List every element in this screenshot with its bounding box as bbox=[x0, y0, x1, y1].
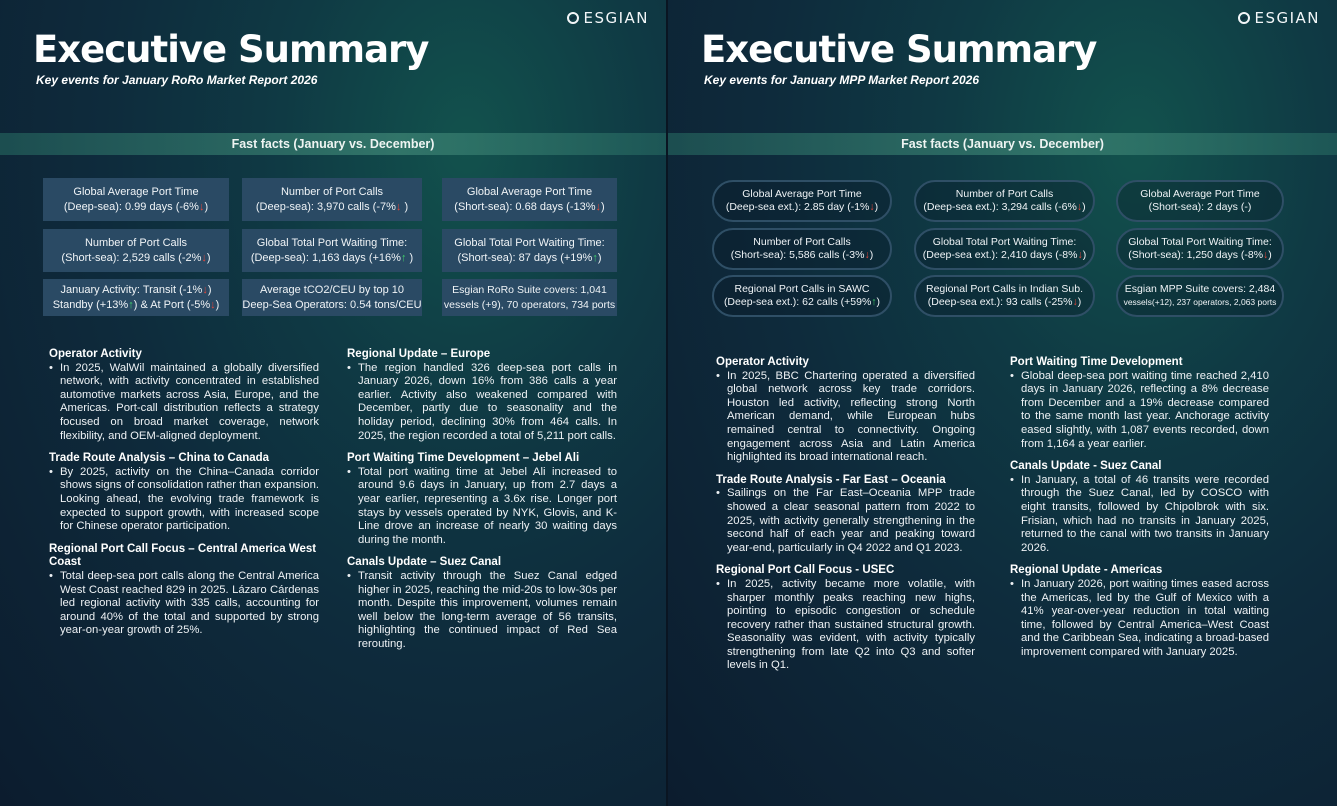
fact-text: Number of Port Calls bbox=[84, 236, 188, 249]
fact-card bbox=[242, 178, 422, 221]
fact-text: ) bbox=[401, 200, 409, 213]
fact-text: vessels(+12), 237 operators, 2,063 ports bbox=[1123, 297, 1277, 307]
fact-text: Global Total Port Waiting Time: bbox=[256, 236, 408, 249]
section-body: By 2025, activity on the China–Canada corridor shows signs of consolidation rather than expansion. Looking ahead, the evolving trade framework is expected to support growth, with increased scope for Chinese operator participation. bbox=[60, 465, 319, 533]
bullet-icon: • bbox=[347, 361, 351, 374]
section-body: In 2025, BBC Chartering operated a diversified global network across key trade corridors. Houston led activity, reflecting strong North American demand, while European hubs remained central to connectivity. Ongoing engagement across Asia and Latin America highlighted its broad international reach. bbox=[727, 369, 975, 464]
summary-section bbox=[347, 452, 617, 547]
section-heading: Regional Port Call Focus – Central America West Coast bbox=[49, 542, 317, 569]
arrow-down-icon: ↓ bbox=[395, 200, 402, 213]
section-heading: Canals Update – Suez Canal bbox=[347, 556, 502, 569]
bullet-icon: • bbox=[347, 569, 351, 582]
page-title: Executive Summary bbox=[33, 28, 429, 71]
arrow-down-icon: ↓ bbox=[869, 201, 875, 213]
esgian-logo-icon bbox=[567, 12, 579, 24]
fact-text: Esgian RoRo Suite covers: 1,041 bbox=[452, 283, 607, 296]
fact-text: Regional Port Calls in Indian Sub. bbox=[925, 283, 1083, 295]
fact-pill bbox=[712, 228, 892, 270]
fact-pill bbox=[712, 180, 892, 222]
fact-text: ) bbox=[1082, 249, 1087, 261]
fact-text: (Short-sea): 5,586 calls (-3% bbox=[730, 249, 865, 261]
arrow-up-icon: ↑ bbox=[400, 251, 407, 264]
summary-section bbox=[347, 556, 617, 651]
fact-text: Global Average Port Time bbox=[1140, 188, 1260, 200]
fact-text: Global Average Port Time bbox=[466, 185, 593, 198]
page-subtitle: Key events for January MPP Market Report 2026 bbox=[704, 73, 979, 87]
bullet-icon: • bbox=[49, 361, 53, 374]
brand-name: ESGIAN bbox=[1254, 9, 1320, 27]
fact-pill bbox=[712, 275, 892, 317]
section-heading: Trade Route Analysis - Far East – Oceania bbox=[716, 473, 946, 486]
summary-section bbox=[716, 474, 975, 556]
fact-text: ) bbox=[876, 296, 881, 308]
fact-text: ) bbox=[215, 298, 220, 311]
fact-text: (Deep-sea ext.): 3,294 calls (-6% bbox=[923, 201, 1077, 213]
summary-section bbox=[1010, 356, 1269, 451]
esgian-logo bbox=[567, 9, 649, 27]
fact-text: Number of Port Calls bbox=[753, 236, 851, 248]
fact-pill bbox=[1116, 228, 1284, 270]
summary-section bbox=[1010, 564, 1269, 659]
fact-text: January Activity: Transit (-1% bbox=[60, 283, 203, 296]
arrow-down-icon: ↓ bbox=[202, 283, 208, 296]
bullet-icon: • bbox=[716, 369, 720, 382]
fast-facts-header: Fast facts (January vs. December) bbox=[0, 133, 666, 155]
fact-text: (Short-sea): 87 days (+19% bbox=[457, 251, 593, 264]
fact-text: Global Total Port Waiting Time: bbox=[932, 236, 1077, 248]
summary-section bbox=[1010, 460, 1269, 555]
section-heading: Trade Route Analysis – China to Canada bbox=[49, 452, 270, 465]
arrow-down-icon: ↓ bbox=[201, 251, 207, 264]
fact-text: (Deep-sea): 3,970 calls (-7% bbox=[255, 200, 396, 213]
summary-section bbox=[49, 543, 319, 638]
arrow-down-icon: ↓ bbox=[864, 249, 870, 261]
fact-text: Average tCO2/CEU by top 10 bbox=[259, 283, 405, 296]
fact-text: ) bbox=[874, 201, 879, 213]
fact-card bbox=[43, 178, 229, 221]
arrow-up-icon: ↑ bbox=[128, 298, 134, 311]
fact-card bbox=[242, 279, 422, 316]
section-heading: Regional Update – Europe bbox=[347, 348, 491, 360]
fact-pill bbox=[914, 275, 1095, 317]
bullet-icon: • bbox=[716, 577, 720, 590]
fact-text: (Short-sea): 1,250 days (-8% bbox=[1128, 249, 1264, 261]
section-body: Sailings on the Far East–Oceania MPP trade showed a clear seasonal pattern from 2022 to 2025, with activity generally strengthening in the second half of each year and peaking toward year-end, particularly in Q4 2022 and Q1 2023. bbox=[727, 487, 975, 554]
fact-text: (Short-sea): 2 days (-) bbox=[1148, 201, 1252, 213]
fact-text: (Deep-sea ext.): 2.85 day (-1% bbox=[725, 201, 870, 213]
fact-text: Global Average Port Time bbox=[742, 188, 862, 200]
fact-text: ) bbox=[406, 251, 414, 264]
section-body: In 2025, WalWil maintained a globally diversified network, with activity concentrated in established automotive markets across Asia, Europe, and the Americas. Port-call distribution reflects a strategy focused on broad market coverage, network flexibility, and OEM-aligned deployment. bbox=[60, 361, 319, 442]
bullet-icon: • bbox=[49, 465, 53, 478]
roro-summary-panel bbox=[0, 0, 666, 806]
fact-pill bbox=[914, 180, 1095, 222]
page-subtitle: Key events for January RoRo Market Report 2026 bbox=[36, 73, 318, 87]
arrow-down-icon: ↓ bbox=[210, 298, 216, 311]
summary-section bbox=[49, 452, 319, 534]
fact-text: Number of Port Calls bbox=[280, 185, 384, 198]
bullet-icon: • bbox=[1010, 369, 1014, 382]
summary-section bbox=[347, 348, 617, 443]
page-title: Executive Summary bbox=[701, 28, 1097, 71]
section-heading: Operator Activity bbox=[716, 356, 809, 368]
section-body: Total port waiting time at Jebel Ali increased to around 9.6 days in January, up from 2.7 days a year earlier, representing a 3.6x rise. Longer port stays by vessels operated by NYK, Glovis, and K-Line drove an increase of nearly 30 waiting days during the month. bbox=[358, 465, 617, 546]
fact-text: ) bbox=[207, 283, 212, 296]
fact-text: Number of Port Calls bbox=[955, 188, 1054, 200]
bullet-icon: • bbox=[1010, 473, 1014, 486]
section-body: Global deep-sea port waiting time reached 2,410 days in January 2026, reflecting a 8% decrease from December and a 19% decrease compared to the same month last year. Anchorage activity eased slightly, with 1,087 events recorded, down from 1,164 a year earlier. bbox=[1021, 369, 1269, 450]
brand-name: ESGIAN bbox=[583, 9, 649, 27]
fact-pill bbox=[1116, 275, 1284, 317]
arrow-down-icon: ↓ bbox=[1076, 201, 1083, 213]
fact-text: ) bbox=[1268, 249, 1272, 261]
fact-text: Standby (+13% bbox=[52, 298, 129, 311]
bullet-icon: • bbox=[716, 487, 720, 500]
fact-pill bbox=[914, 228, 1095, 270]
section-body: Transit activity through the Suez Canal edged higher in 2025, reaching the mid-20s to low-30s per month. Despite this improvement, volumes remain well below the long-term average of 56 transits, highlighting the continued impact of Red Sea rerouting. bbox=[358, 569, 617, 650]
fact-text: ) bbox=[206, 251, 211, 264]
section-body: Total deep-sea port calls along the Central America West Coast reached 829 in 2025. Lázaro Cárdenas led regional activity with 335 calls, accounting for around 40% of the total and supported by strong year-on-year growth of 25%. bbox=[60, 569, 319, 637]
bullet-icon: • bbox=[347, 465, 351, 478]
fact-text: ) bbox=[601, 200, 605, 213]
arrow-down-icon: ↓ bbox=[198, 200, 205, 213]
fact-text: Deep-Sea Operators: 0.54 tons/CEU bbox=[242, 298, 422, 311]
section-body: In 2025, activity became more volatile, with sharper monthly peaks reaching new highs, pointing to episodic congestion or schedule recovery rather than sustained structural growth. Seasonality was evident, with activity typically strengthening from late Q2 into Q3 and softer levels in Q1. bbox=[727, 577, 975, 672]
mpp-summary-panel bbox=[668, 0, 1337, 806]
fact-text: ) bbox=[1082, 201, 1086, 213]
fact-card bbox=[442, 178, 617, 221]
fact-text: ) bbox=[597, 251, 602, 264]
summary-section bbox=[49, 348, 319, 443]
arrow-down-icon: ↓ bbox=[1263, 249, 1269, 261]
fact-text: (Deep-sea): 0.99 days (-6% bbox=[63, 200, 199, 213]
fact-text: (Deep-sea ext.): 2,410 days (-8% bbox=[922, 249, 1078, 261]
text-column-1 bbox=[716, 356, 975, 682]
section-heading: Regional Update - Americas bbox=[1010, 564, 1163, 577]
text-column-2 bbox=[1010, 356, 1269, 668]
bullet-icon: • bbox=[49, 569, 53, 582]
fact-text: Global Total Port Waiting Time: bbox=[1128, 236, 1272, 248]
fact-text: ) & At Port (-5% bbox=[133, 298, 211, 311]
fact-text: Regional Port Calls in SAWC bbox=[734, 283, 870, 295]
fact-card bbox=[43, 229, 229, 272]
section-heading: Operator Activity bbox=[49, 348, 142, 360]
bullet-icon: • bbox=[1010, 577, 1014, 590]
fact-text: Global Total Port Waiting Time: bbox=[454, 236, 605, 249]
fact-text: ) bbox=[869, 249, 874, 261]
fact-text: (Short-sea): 0.68 days (-13% bbox=[454, 200, 596, 213]
fact-card bbox=[43, 279, 229, 316]
arrow-down-icon: ↓ bbox=[1072, 296, 1078, 308]
summary-section bbox=[716, 356, 975, 465]
section-heading: Port Waiting Time Development – Jebel Ali bbox=[347, 452, 580, 465]
fact-text: ) bbox=[1077, 296, 1082, 308]
fact-text: ) bbox=[204, 200, 209, 213]
fact-card bbox=[442, 279, 617, 316]
text-column-2 bbox=[347, 348, 617, 660]
fact-text: Esgian MPP Suite covers: 2,484 bbox=[1124, 283, 1276, 295]
text-column-1 bbox=[49, 348, 319, 647]
esgian-logo bbox=[1238, 9, 1320, 27]
fact-text: Global Average Port Time bbox=[73, 185, 199, 198]
esgian-logo-icon bbox=[1238, 12, 1250, 24]
arrow-up-icon: ↑ bbox=[871, 296, 877, 308]
section-body: The region handled 326 deep-sea port calls in January 2026, down 16% from 386 calls a year earlier. Activity also weakened compared with December, partly due to seasonality and the holiday period, declining 30% from 464 calls. In 2025, the region recorded a total of 5,211 port calls. bbox=[358, 361, 617, 442]
fact-pill bbox=[1116, 180, 1284, 222]
arrow-up-icon: ↑ bbox=[592, 251, 598, 264]
summary-section bbox=[716, 564, 975, 673]
fact-text: (Deep-sea ext.): 93 calls (-25% bbox=[927, 296, 1073, 308]
fact-text: vessels (+9), 70 operators, 734 ports bbox=[443, 298, 616, 311]
arrow-down-icon: ↓ bbox=[1077, 249, 1083, 261]
fact-text: (Deep-sea ext.): 62 calls (+59% bbox=[723, 296, 872, 308]
fact-card bbox=[242, 229, 422, 272]
fact-text: (Short-sea): 2,529 calls (-2% bbox=[61, 251, 202, 264]
section-heading: Regional Port Call Focus - USEC bbox=[716, 564, 895, 577]
section-body: In January 2026, port waiting times eased across the Americas, led by the Gulf of Mexico with a 41% year-over-year reduction in total waiting time, followed by Central America–West Coast and the Caribbean Sea, indicating a broad-based improvement compared with January 2025. bbox=[1021, 577, 1269, 658]
section-heading: Port Waiting Time Development bbox=[1010, 356, 1183, 368]
arrow-down-icon: ↓ bbox=[595, 200, 602, 213]
fast-facts-header: Fast facts (January vs. December) bbox=[668, 133, 1337, 155]
fact-card bbox=[442, 229, 617, 272]
section-body: In January, a total of 46 transits were recorded through the Suez Canal, led by COSCO with eight transits, followed by Chipolbrok with six. Frisian, which had no transits in January 2025, returned to the canal with two transits in January 2026. bbox=[1021, 473, 1269, 554]
section-heading: Canals Update - Suez Canal bbox=[1010, 460, 1162, 473]
fact-text: (Deep-sea): 1,163 days (+16% bbox=[250, 251, 401, 264]
